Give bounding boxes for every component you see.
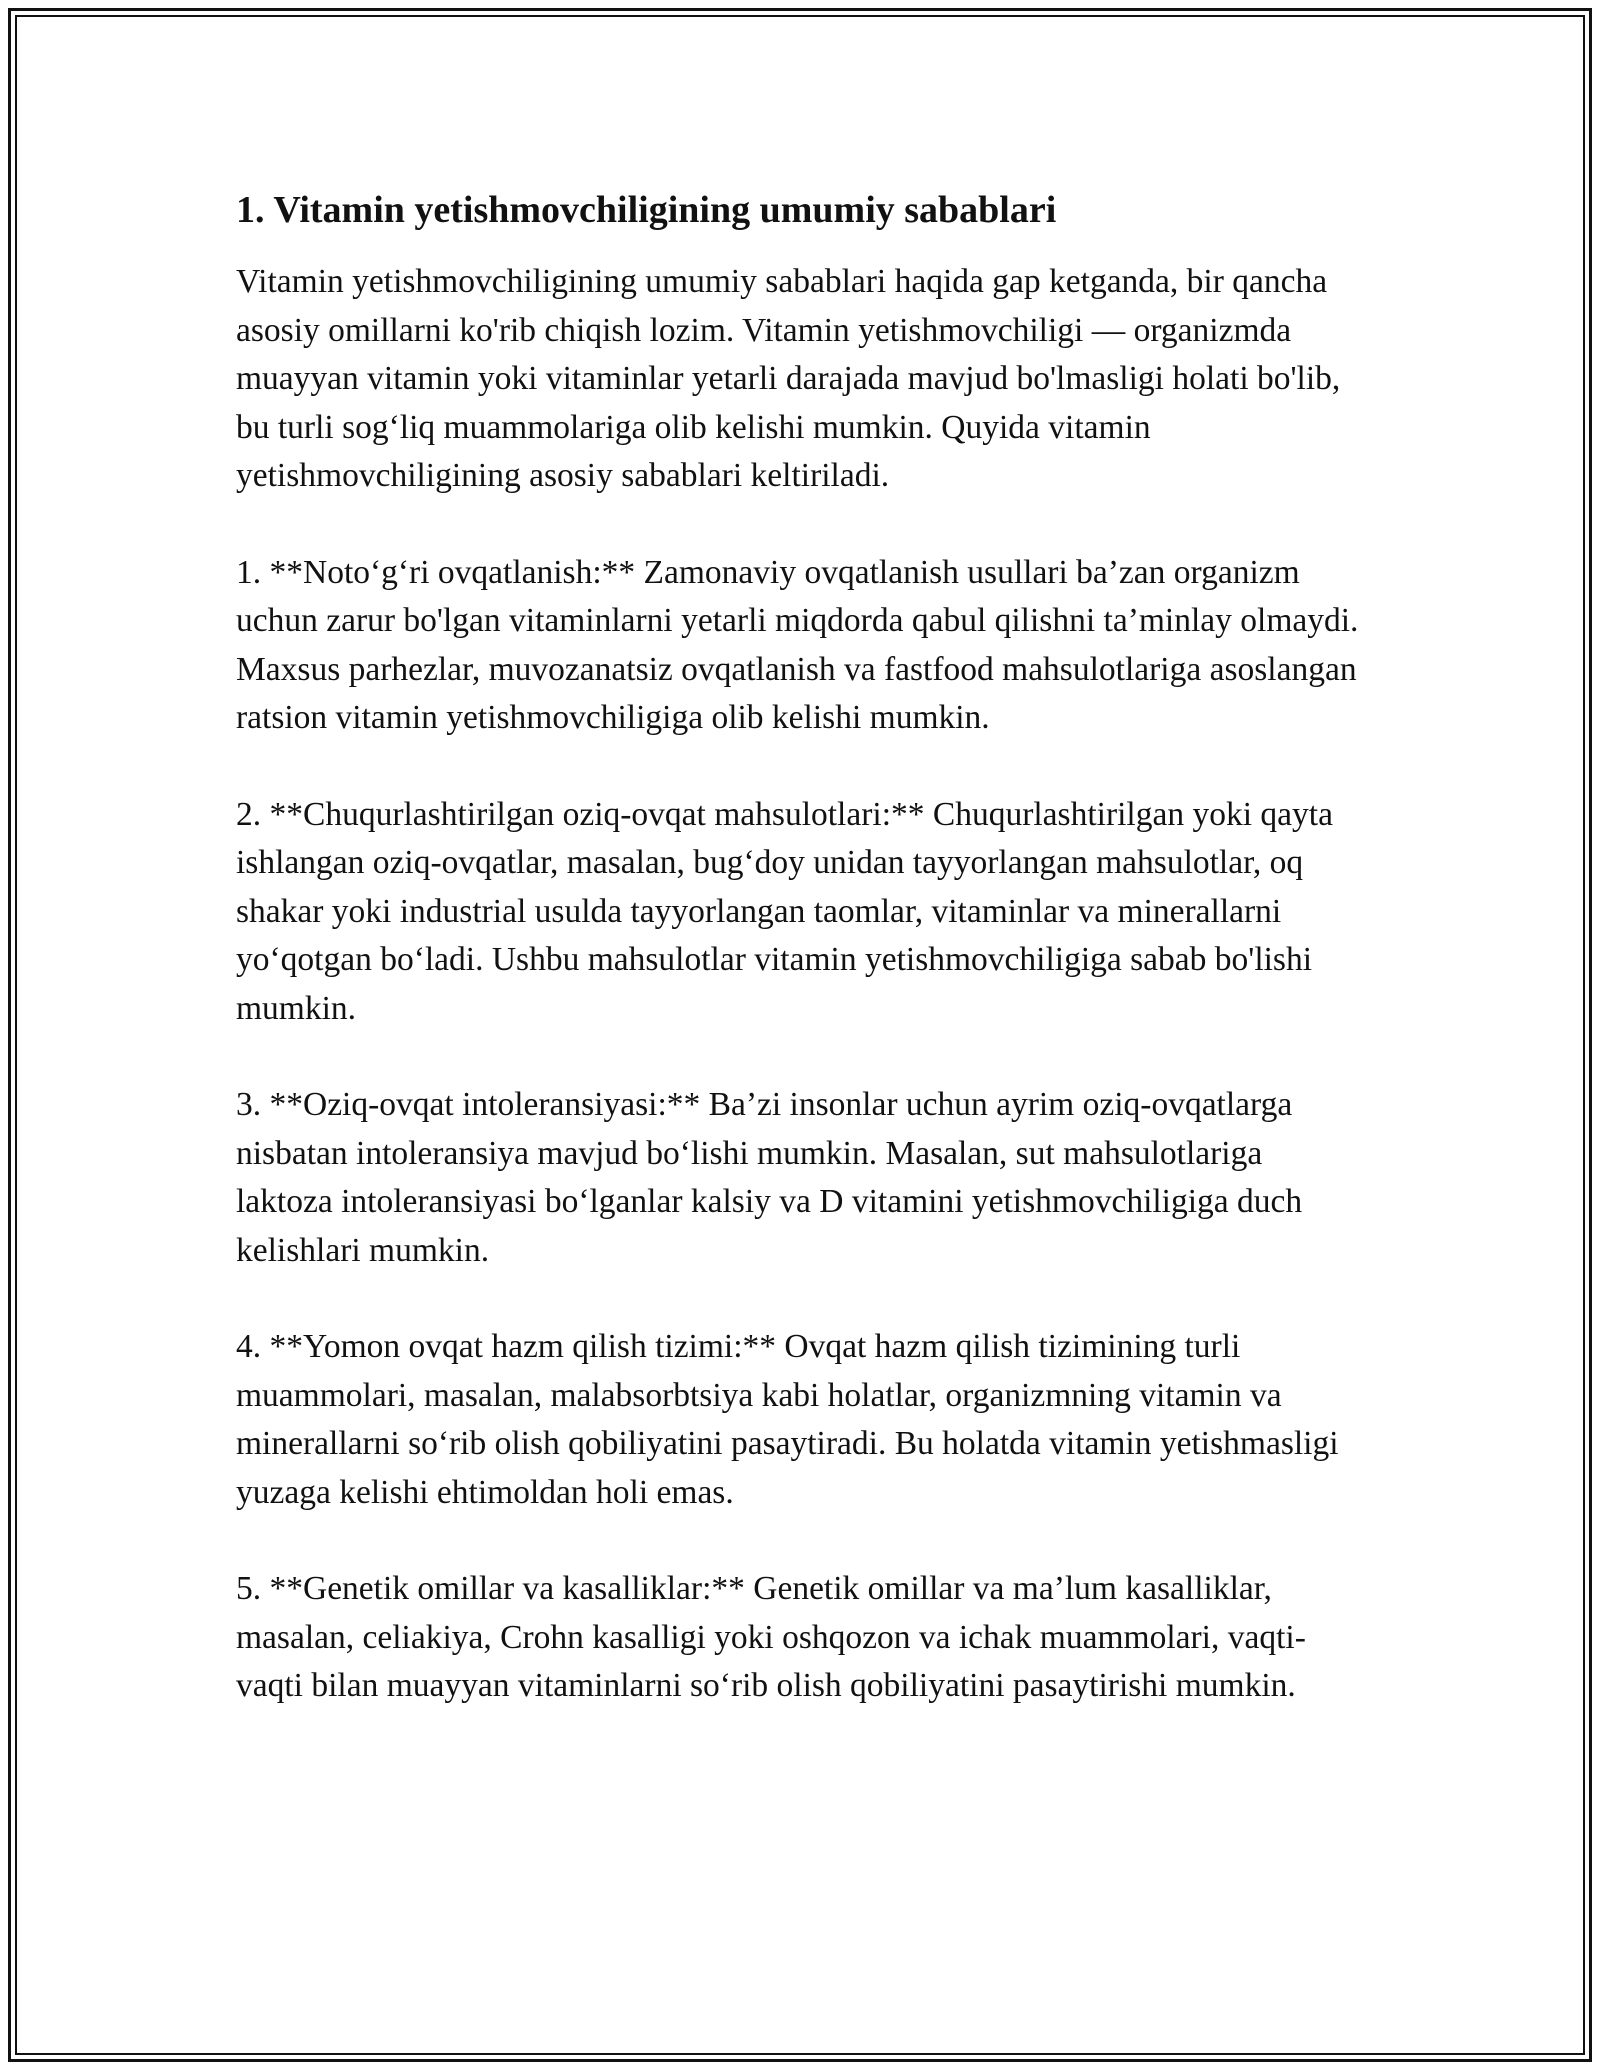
cause-paragraph-digestive-system: 4. **Yomon ovqat hazm qilish tizimi:** Ovqat hazm qilish tizimining turli muammolari, masalan, malabsorbtsiya kabi holatlar, organizmning vitamin va minerallarni so‘rib olish qobiliyatini pasaytiradi. Bu holatda vitamin yetishmasligi yuzaga kelishi ehtimoldan holi emas.: [236, 1328, 1339, 1511]
cause-paragraph-genetic-factors: 5. **Genetik omillar va kasalliklar:** Genetik omillar va ma’lum kasalliklar, masalan, celiakiya, Crohn kasalligi yoki oshqozon va ichak muammolari, vaqti-vaqti bilan muayyan vitaminlarni so‘rib olish qobiliyatini pasaytirishi mumkin.: [236, 1570, 1306, 1704]
cause-paragraph-processed-food: 2. **Chuqurlashtirilgan oziq-ovqat mahsulotlari:** Chuqurlashtirilgan yoki qayta ishlangan oziq-ovqatlar, masalan, bug‘doy unidan tayyorlangan mahsulotlar, oq shakar yoki industrial usulda tayyorlangan taomlar, vitaminlar va minerallarni yo‘qotgan bo‘ladi. Ushbu mahsulotlar vitamin yetishmovchiligiga sabab bo'lishi mumkin.: [236, 795, 1333, 1027]
cause-paragraph-food-intolerance: 3. **Oziq-ovqat intoleransiyasi:** Ba’zi insonlar uchun ayrim oziq-ovqatlarga nisbatan intoleransiya mavjud bo‘lishi mumkin. Masalan, sut mahsulotlariga laktoza intoleransiyasi bo‘lganlar kalsiy va D vitamini yetishmovchiligiga duch kelishlari mumkin.: [236, 1086, 1303, 1269]
cause-paragraph-poor-nutrition: 1. **Noto‘g‘ri ovqatlanish:** Zamonaviy ovqatlanish usullari ba’zan organizm uchun zarur bo'lgan vitaminlarni yetarli miqdorda qabul qilishni ta’minlay olmaydi. Maxsus parhezlar, muvozanatsiz ovqatlanish va fastfood mahsulotlariga asoslangan ratsion vitamin yetishmovchiligiga olib kelishi mumkin.: [236, 553, 1359, 736]
section-heading: 1. Vitamin yetishmovchiligining umumiy sabablari: [236, 189, 1057, 231]
intro-paragraph: Vitamin yetishmovchiligining umumiy sabablari haqida gap ketganda, bir qancha asosiy omillarni ko'rib chiqish lozim. Vitamin yetishmovchiligi — organizmda muayyan vitamin yoki vitaminlar yetarli darajada mavjud bo'lmasligi holati bo'lib, bu turli sog‘liq muammolariga olib kelishi mumkin. Quyida vitamin yetishmovchiligining asosiy sabablari keltiriladi.: [236, 263, 1341, 494]
document-body: [236, 184, 1366, 1759]
